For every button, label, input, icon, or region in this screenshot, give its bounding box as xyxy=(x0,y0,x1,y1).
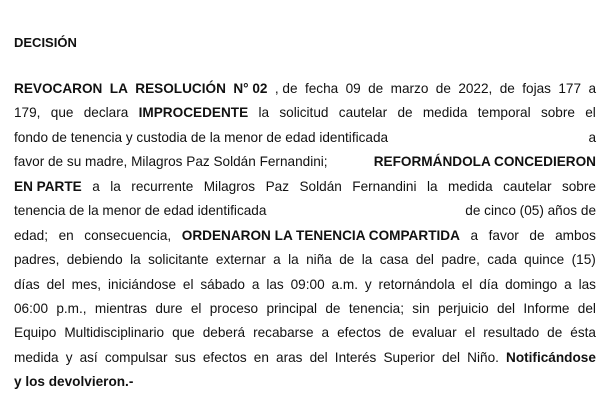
bold-text: EN PARTE xyxy=(14,178,82,194)
decision-paragraph xyxy=(14,79,596,397)
text: las xyxy=(578,276,596,292)
text: cada xyxy=(487,252,517,268)
text: de xyxy=(547,325,563,341)
text: de xyxy=(325,300,341,316)
text: sábado xyxy=(200,276,245,292)
text: fondo de tenencia y custodia de la menor de edad identificada xyxy=(14,129,389,145)
text: que xyxy=(172,325,195,341)
text: edad; xyxy=(14,227,49,243)
text: y xyxy=(364,276,372,292)
text: medida xyxy=(14,349,59,365)
text: debiendo xyxy=(66,252,123,268)
text: recabarse xyxy=(253,325,314,341)
text: sobre xyxy=(540,105,575,121)
text: la xyxy=(288,252,299,268)
text: y xyxy=(65,349,73,365)
text: del xyxy=(309,349,328,365)
text: de xyxy=(499,81,515,96)
text: niña xyxy=(306,252,332,268)
text: efectos xyxy=(202,349,247,365)
bold-text: REFORMÁNDOLA CONCEDIERON xyxy=(373,154,596,170)
text: favor de su madre, Milagros Paz Soldán Fernandini; xyxy=(14,154,328,170)
text: padres, xyxy=(14,252,60,268)
text: el xyxy=(461,276,473,292)
text: Fernandini xyxy=(352,178,417,194)
text: iniciándose xyxy=(107,276,176,292)
text: proceso xyxy=(209,300,259,316)
bold-text: Notificándose xyxy=(506,349,596,365)
text: tenencia; xyxy=(348,300,404,316)
text: Superior xyxy=(383,349,435,365)
text: a xyxy=(251,276,260,292)
text: a.m. xyxy=(331,276,358,292)
text: Equipo xyxy=(14,325,57,341)
text: la xyxy=(258,105,270,121)
text: retornándola xyxy=(378,276,455,292)
paragraph-line xyxy=(14,348,596,372)
text: la xyxy=(110,178,121,194)
text: Niño. xyxy=(467,349,499,365)
text: cautelar xyxy=(338,105,388,121)
paragraph-line xyxy=(14,152,596,176)
bold-text: REVOCARON xyxy=(14,81,103,96)
text: 179, xyxy=(14,105,41,121)
text: a xyxy=(470,227,479,243)
text: temporal xyxy=(477,105,531,121)
text: casa xyxy=(379,252,409,268)
text: 09:00 xyxy=(290,276,325,292)
text: las xyxy=(266,276,284,292)
text: de cinco (05) años de xyxy=(465,203,596,219)
text: día xyxy=(479,276,499,292)
text: a xyxy=(92,178,100,194)
text: mientras xyxy=(94,300,147,316)
paragraph-line xyxy=(14,103,596,127)
paragraph-line xyxy=(14,372,596,396)
text: 2022, xyxy=(458,81,493,96)
paragraph-line xyxy=(14,299,596,323)
text: mes, xyxy=(71,276,102,292)
text: Soldán xyxy=(299,178,342,194)
text: resultado xyxy=(483,325,540,341)
text: recurrente xyxy=(131,178,194,194)
text: en xyxy=(253,349,269,365)
text: ésta xyxy=(570,325,596,341)
text: padre, xyxy=(441,252,480,268)
text: a xyxy=(588,81,596,96)
text: aras xyxy=(276,349,303,365)
text: externar xyxy=(215,252,266,268)
paragraph-line xyxy=(14,226,596,250)
text: 09 xyxy=(345,81,361,96)
text: , de xyxy=(274,81,298,96)
text: solicitud xyxy=(279,105,329,121)
text: compulsar xyxy=(104,349,168,365)
text: Milagros xyxy=(203,178,256,194)
text: a xyxy=(321,325,330,341)
paragraph-line xyxy=(14,177,596,201)
text: del xyxy=(496,300,516,316)
text: el xyxy=(182,276,194,292)
text: cautelar xyxy=(503,178,552,194)
text: que xyxy=(50,105,74,121)
text: de xyxy=(339,252,355,268)
bold-text: N° 02 xyxy=(233,81,268,96)
paragraph-line xyxy=(14,250,596,274)
text: 06:00 xyxy=(14,300,49,316)
text: a xyxy=(588,129,596,145)
bold-text: LA xyxy=(109,81,128,96)
text: del xyxy=(441,349,461,365)
text: sobre xyxy=(561,178,596,194)
text: el xyxy=(190,300,202,316)
text: efectos xyxy=(337,325,381,341)
text: Multidisciplinario xyxy=(64,325,165,341)
text: del xyxy=(415,252,434,268)
text: dure xyxy=(155,300,183,316)
text: de xyxy=(529,227,545,243)
text: 177 xyxy=(558,81,582,96)
text: la xyxy=(361,252,373,268)
text: la xyxy=(426,178,438,194)
text: fecha xyxy=(304,81,339,96)
decision-heading: DECISIÓN xyxy=(14,35,77,50)
text: Paz xyxy=(265,178,290,194)
bold-text: ORDENARON LA TENENCIA COMPARTIDA xyxy=(181,227,460,243)
text: favor xyxy=(488,227,519,243)
paragraph-line xyxy=(14,128,596,152)
bold-text: y los devolvieron.- xyxy=(14,374,134,390)
text: p.m., xyxy=(56,300,87,316)
text: fojas xyxy=(522,81,551,96)
text: la xyxy=(130,252,141,268)
text: solicitante xyxy=(148,252,209,268)
paragraph-line xyxy=(14,201,596,225)
paragraph-line xyxy=(14,275,596,299)
text: el xyxy=(585,105,596,121)
text: el xyxy=(464,325,476,341)
text: de xyxy=(435,81,451,96)
bold-text: IMPROCEDENTE xyxy=(138,105,249,121)
text: de xyxy=(368,81,384,96)
paragraph-line xyxy=(14,323,596,347)
text: evaluar xyxy=(412,325,457,341)
text: perjuicio xyxy=(438,300,489,316)
text: medida xyxy=(422,105,468,121)
text: en xyxy=(58,227,74,243)
bold-text: RESOLUCIÓN xyxy=(135,81,226,96)
text: Interés xyxy=(334,349,377,365)
text: sus xyxy=(174,349,196,365)
text: ambos xyxy=(555,227,596,243)
text: tenencia de la menor de edad identificada xyxy=(14,203,267,219)
text: así xyxy=(79,349,98,365)
text: domingo xyxy=(505,276,558,292)
text: marzo xyxy=(390,81,429,96)
text: días xyxy=(14,276,40,292)
text: quince xyxy=(524,252,565,268)
text: principal xyxy=(266,300,318,316)
text: de xyxy=(388,325,405,341)
text: (15) xyxy=(571,252,596,268)
text: medida xyxy=(448,178,493,194)
text: Informe xyxy=(523,300,570,316)
text: sin xyxy=(412,300,430,316)
paragraph-line xyxy=(14,79,596,103)
text: declara xyxy=(83,105,129,121)
text: del xyxy=(577,300,596,316)
text: del xyxy=(46,276,65,292)
text: de xyxy=(397,105,413,121)
text: deberá xyxy=(202,325,246,341)
text: consecuencia, xyxy=(84,227,172,243)
text: a xyxy=(564,276,572,292)
text: a xyxy=(273,252,281,268)
